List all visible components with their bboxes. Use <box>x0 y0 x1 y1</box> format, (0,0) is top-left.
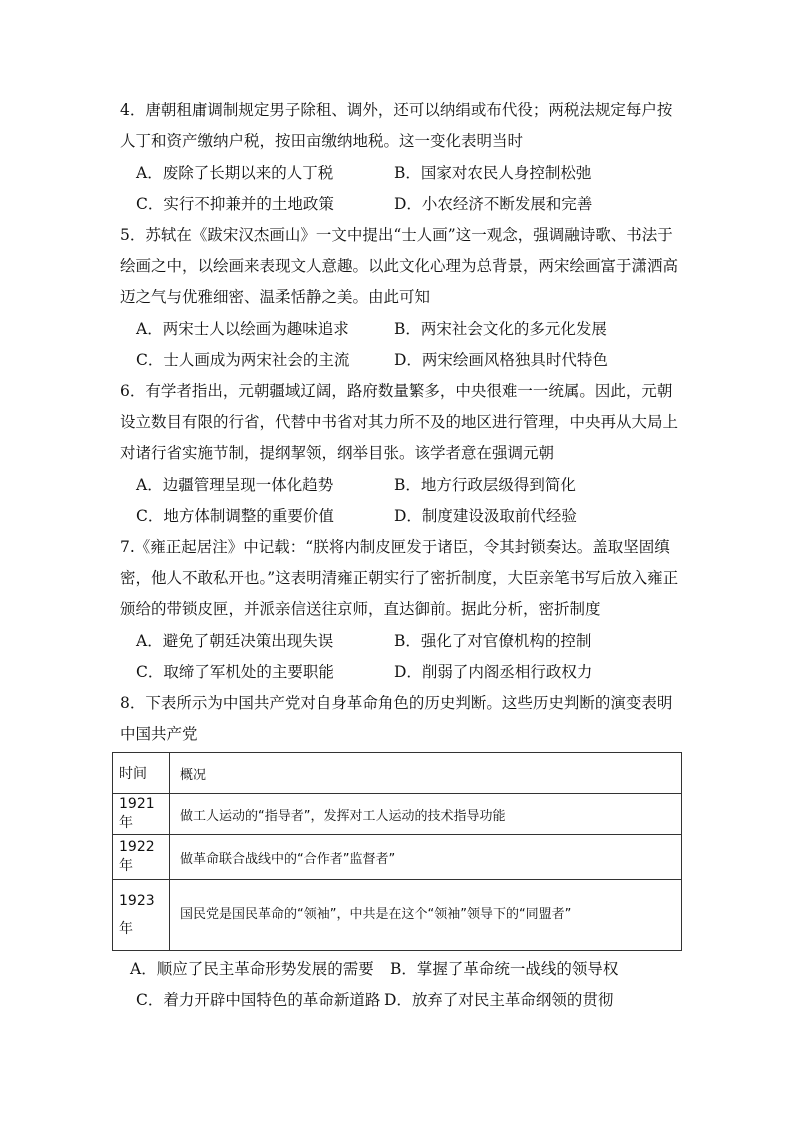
question-5-stem: 5．苏轼在《跋宋汉杰画山》一文中提出“士人画”这一观念，强调融诗歌、书法于绘画之中，以绘画来表现文人意趣。以此文化心理为总背景，两宋绘画富于潇洒高迈之气与优雅细密、温柔恬静之美。由此可知 <box>120 226 679 306</box>
question-5-option-c: C．士人画成为两宋社会的主流 <box>136 351 350 369</box>
table-row <box>113 835 682 880</box>
question-4-option-c: C．实行不抑兼并的土地政策 <box>136 195 334 213</box>
table-row <box>113 880 682 951</box>
question-7-option-c: C．取缔了军机处的主要职能 <box>136 663 334 681</box>
question-5-option-b: B．两宋社会文化的多元化发展 <box>394 320 607 338</box>
question-5-option-a: A．两宋士人以绘画为趣味追求 <box>136 320 349 338</box>
table-cell-summary: 做工人运动的“指导者”，发挥对工人运动的技术指导功能 <box>170 794 682 835</box>
question-4-option-d: D．小农经济不断发展和完善 <box>394 195 593 213</box>
table-cell-year: 1921 年 <box>113 794 170 835</box>
question-8-option-a: A．顺应了民主革命形势发展的需要 <box>130 960 374 978</box>
table-header-row <box>113 753 682 794</box>
question-7-option-d: D．削弱了内阁丞相行政权力 <box>394 663 593 681</box>
table-cell-summary: 国民党是国民革命的“领袖”，中共是在这个“领袖”领导下的“同盟者” <box>170 880 682 951</box>
table-header-cell: 概况 <box>170 753 682 794</box>
cpc-role-table <box>112 752 682 951</box>
question-6-option-d: D．制度建设汲取前代经验 <box>394 507 577 525</box>
question-7-option-b: B．强化了对官僚机构的控制 <box>394 632 592 650</box>
question-5-option-d: D．两宋绘画风格独具时代特色 <box>394 351 608 369</box>
question-4-stem: 4．唐朝租庸调制规定男子除租、调外，还可以纳绢或布代役；两税法规定每户按人丁和资产缴纳户税，按田亩缴纳地税。这一变化表明当时 <box>120 101 673 150</box>
question-6-option-c: C．地方体制调整的重要价值 <box>136 507 334 525</box>
question-8-option-c: C．着力开辟中国特色的革命新道路 <box>136 991 381 1009</box>
question-4-option-b: B．国家对农民人身控制松弛 <box>394 164 592 182</box>
question-6-option-a: A．边疆管理呈现一体化趋势 <box>136 476 334 494</box>
table-header-cell: 时间 <box>113 753 170 794</box>
question-7-stem: 7.《雍正起居注》中记载：“朕将内制皮匣发于诸臣，令其封锁奏达。盖取坚固缜密，他人不敢私开也。”这表明清雍正朝实行了密折制度，大臣亲笔书写后放入雍正颁给的带锁皮匣，并派亲信送往京师，直达御前。据此分析，密折制度 <box>120 538 679 618</box>
question-7-option-a: A．避免了朝廷决策出现失误 <box>136 632 334 650</box>
question-6-stem: 6．有学者指出，元朝疆域辽阔，路府数量繁多，中央很难一一统属。因此，元朝设立数目有限的行省，代替中书省对其力所不及的地区进行管理，中央再从大局上对诸行省实施节制，提纲挈领，纲举目张。该学者意在强调元朝 <box>120 382 679 462</box>
question-8-option-d: D．放弃了对民主革命纲领的贯彻 <box>384 991 614 1009</box>
question-8-option-b: B．掌握了革命统一战线的领导权 <box>390 960 619 978</box>
question-6-option-b: B．地方行政层级得到简化 <box>394 476 576 494</box>
question-4-option-a: A．废除了长期以来的人丁税 <box>136 164 334 182</box>
table-row <box>113 794 682 835</box>
table-cell-year: 1922 年 <box>113 835 170 880</box>
table-cell-summary: 做革命联合战线中的“合作者”监督者” <box>170 835 682 880</box>
table-cell-year: 1923 年 <box>113 880 170 951</box>
question-8-stem: 8．下表所示为中国共产党对自身革命角色的历史判断。这些历史判断的演变表明中国共产党 <box>120 694 673 743</box>
